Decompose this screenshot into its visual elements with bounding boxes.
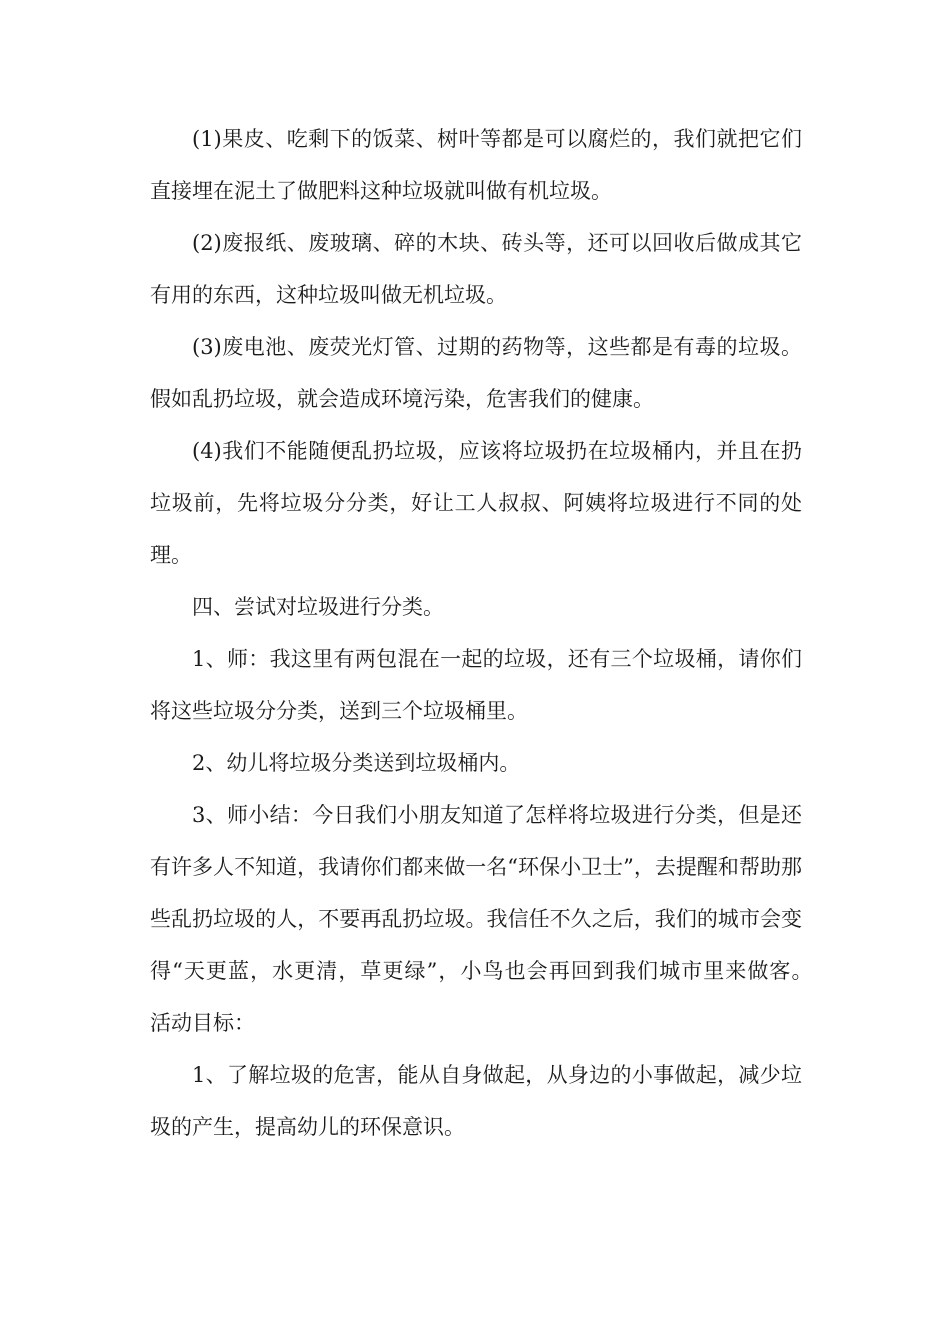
paragraph-teacher-instruction: 1、师：我这里有两包混在一起的垃圾，还有三个垃圾桶，请你们将这些垃圾分分类，送到三个垃圾桶里。 (150, 647, 802, 723)
paragraph-inorganic-waste: (2)废报纸、废玻璃、碎的木块、砖头等，还可以回收后做成其它有用的东西，这种垃圾叫做无机垃圾。 (150, 231, 802, 307)
document-body (150, 113, 823, 1153)
section-heading-sorting: 四、尝试对垃圾进行分类。 (192, 595, 444, 619)
paragraph-toxic-waste: (3)废电池、废荧光灯管、过期的药物等，这些都是有毒的垃圾。假如乱扔垃圾，就会造成环境污染，危害我们的健康。 (150, 335, 802, 411)
paragraph-teacher-summary: 3、师小结：今日我们小朋友知道了怎样将垃圾进行分类，但是还有许多人不知道，我请你们都来做一名“环保小卫士”，去提醒和帮助那些乱扔垃圾的人，不要再乱扔垃圾。我信任不久之后，我们的城市会变得“天更蓝，水更清，草更绿”，小鸟也会再回到我们城市里来做客。 活动目标： (150, 803, 823, 1035)
paragraph-do-not-litter: (4)我们不能随便乱扔垃圾，应该将垃圾扔在垃圾桶内，并且在扔垃圾前，先将垃圾分分类，好让工人叔叔、阿姨将垃圾进行不同的处理。 (150, 439, 802, 567)
paragraph-organic-waste: (1)果皮、吃剩下的饭菜、树叶等都是可以腐烂的，我们就把它们直接埋在泥土了做肥料这种垃圾就叫做有机垃圾。 (150, 127, 802, 203)
paragraph-activity-goal-1: 1、了解垃圾的危害，能从自身做起，从身边的小事做起，减少垃圾的产生，提高幼儿的环保意识。 (150, 1063, 802, 1139)
paragraph-children-sort: 2、幼儿将垃圾分类送到垃圾桶内。 (192, 751, 521, 775)
